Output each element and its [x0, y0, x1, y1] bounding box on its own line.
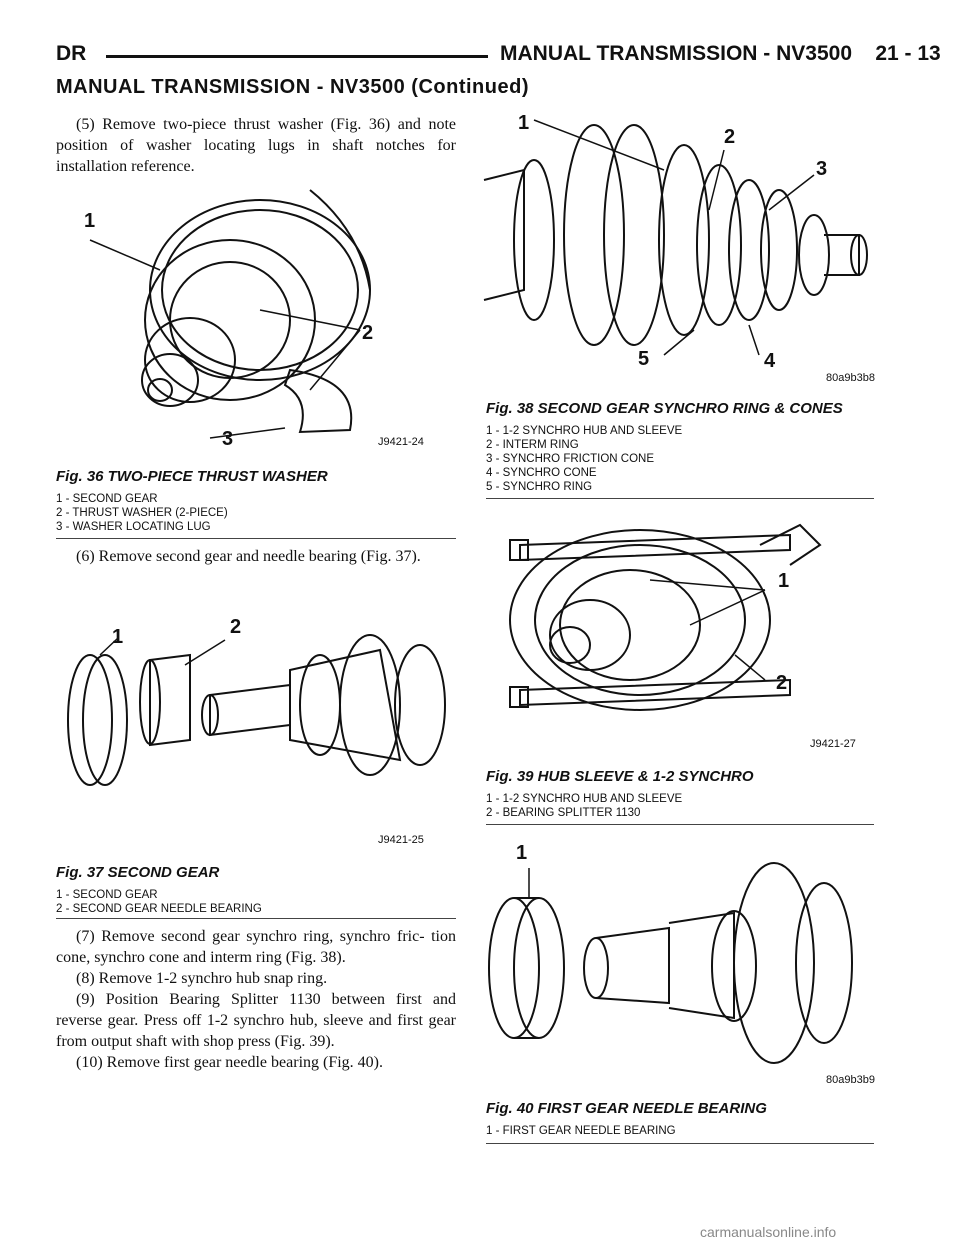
fig40-rule: [486, 1143, 874, 1144]
header-left: DR: [56, 42, 87, 65]
fig36-callout-3: 3: [222, 428, 234, 450]
fig40-callout-1: 1: [516, 842, 528, 864]
fig38-callout-1: 1: [518, 112, 530, 134]
header-rule: [106, 55, 488, 58]
fig37-legend-2: 2 - SECOND GEAR NEEDLE BEARING: [56, 903, 262, 915]
fig40-legend: [486, 1124, 676, 1138]
watermark: carmanualsonline.info: [700, 1224, 837, 1240]
fig36-legend: [56, 492, 228, 534]
fig38-legend-2: 2 - INTERM RING: [486, 439, 579, 451]
fig37-legend: [56, 888, 262, 916]
fig38-legend-4: 4 - SYNCHRO CONE: [486, 467, 597, 479]
fig37-legend-1: 1 - SECOND GEAR: [56, 889, 158, 901]
fig38-legend: [486, 424, 682, 494]
header-right: MANUAL TRANSMISSION - NV3500 21 - 13: [500, 42, 941, 65]
fig40-title: Fig. 40 FIRST GEAR NEEDLE BEARING: [486, 1100, 767, 1117]
fig39-title: Fig. 39 HUB SLEEVE & 1-2 SYNCHRO: [486, 768, 754, 785]
fig38-title: Fig. 38 SECOND GEAR SYNCHRO RING & CONES: [486, 400, 843, 417]
fig36-illustration: [60, 170, 460, 460]
fig37-rule: [56, 918, 456, 919]
fig37-title: Fig. 37 SECOND GEAR: [56, 864, 220, 881]
fig39-legend-1: 1 - 1-2 SYNCHRO HUB AND SLEEVE: [486, 793, 683, 805]
fig38-callout-5: 5: [638, 348, 650, 370]
fig39-id: J9421-27: [810, 738, 856, 750]
fig38-callout-4: 4: [764, 350, 776, 372]
fig39-illustration: [500, 515, 850, 730]
fig36-callout-1: 1: [84, 210, 96, 232]
fig36-legend-3: 3 - WASHER LOCATING LUG: [56, 521, 211, 533]
fig39-rule: [486, 824, 874, 825]
fig38-id: 80a9b3b8: [826, 372, 875, 384]
fig40-illustration: [484, 838, 864, 1078]
step-8-text: (8) Remove 1-2 synchro hub snap ring.: [76, 970, 328, 987]
fig38-legend-1: 1 - 1-2 SYNCHRO HUB AND SLEEVE: [486, 425, 683, 437]
step-6: [56, 546, 456, 567]
fig38-legend-5: 5 - SYNCHRO RING: [486, 481, 593, 493]
fig36-rule: [56, 538, 456, 539]
fig36-callout-2: 2: [362, 322, 374, 344]
fig36-legend-2: 2 - THRUST WASHER (2-PIECE): [56, 507, 228, 519]
step-5-text: (5) Remove two-piece thrust washer (Fig. 36) and note position of washer locating lugs in shaft notches for installation reference.: [56, 116, 456, 175]
step-5: [56, 114, 456, 177]
fig40-legend-1: 1 - FIRST GEAR NEEDLE BEARING: [486, 1125, 676, 1137]
fig39-legend-2: 2 - BEARING SPLITTER 1130: [486, 807, 641, 819]
fig38-rule: [486, 498, 874, 499]
fig38-illustration: [484, 110, 874, 380]
fig38-callout-2: 2: [724, 126, 736, 148]
fig38-callout-3: 3: [816, 158, 828, 180]
step-7-text: (7) Remove second gear synchro ring, synchro fric- tion cone, synchro cone and interm ring (Fig. 38).: [56, 928, 456, 966]
fig39-legend: [486, 792, 682, 820]
section-title: MANUAL TRANSMISSION - NV3500 (Continued): [56, 76, 529, 98]
fig40-id: 80a9b3b9: [826, 1074, 875, 1086]
fig39-callout-2: 2: [776, 672, 788, 694]
step-9-text: (9) Position Bearing Splitter 1130 between first and reverse gear. Press off 1-2 synchro hub, sleeve and first gear from output shaft with shop press (Fig. 39).: [56, 991, 456, 1050]
step-10-text: (10) Remove first gear needle bearing (Fig. 40).: [76, 1054, 384, 1071]
fig39-callout-1: 1: [778, 570, 790, 592]
fig38-legend-3: 3 - SYNCHRO FRICTION CONE: [486, 453, 655, 465]
fig37-callout-2: 2: [230, 616, 242, 638]
step-6-text: (6) Remove second gear and needle bearing (Fig. 37).: [76, 548, 421, 565]
fig36-title: Fig. 36 TWO-PIECE THRUST WASHER: [56, 468, 328, 485]
steps-7-10: [56, 926, 456, 1073]
fig37-callout-1: 1: [112, 626, 124, 648]
fig36-id: J9421-24: [378, 436, 424, 448]
fig36-legend-1: 1 - SECOND GEAR: [56, 493, 158, 505]
fig37-id: J9421-25: [378, 834, 424, 846]
